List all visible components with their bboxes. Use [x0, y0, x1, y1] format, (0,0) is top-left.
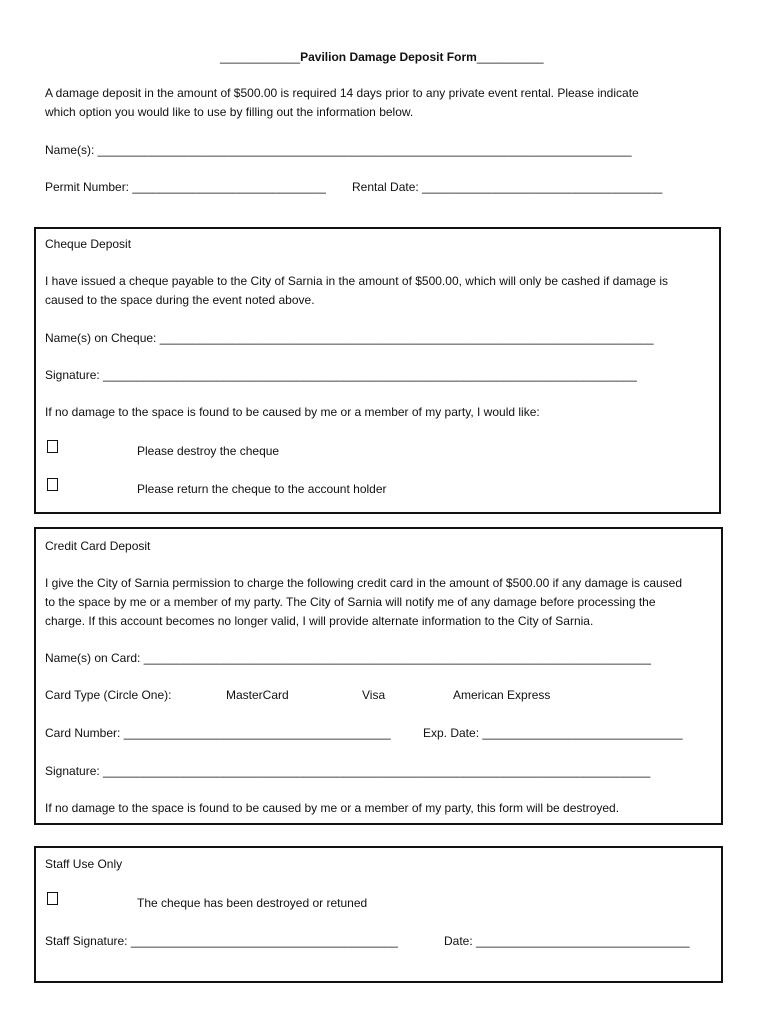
cheque-destroyed-checkbox[interactable] [47, 892, 58, 905]
cheque-signature-field[interactable]: Signature: ________________________________________________________________________________ [45, 368, 637, 382]
credit-text-line-2: to the space by me or a member of my party. The City of Sarnia will notify me of any damage before processing the [45, 595, 656, 609]
card-type-label: Card Type (Circle One): [45, 688, 172, 702]
cheque-question: If no damage to the space is found to be caused by me or a member of my party, I would like: [45, 405, 540, 419]
title-text: Pavilion Damage Deposit Form [300, 50, 477, 64]
intro-line-2: which option you would like to use by filling out the information below. [45, 105, 414, 119]
card-type-visa[interactable]: Visa [362, 688, 386, 702]
return-cheque-checkbox[interactable] [47, 478, 58, 491]
intro-line-1: A damage deposit in the amount of $500.00 is required 14 days prior to any private event rental. Please indicate [45, 86, 639, 100]
cheque-text-line-2: caused to the space during the event noted above. [45, 293, 315, 307]
credit-text-line-3: charge. If this account becomes no longer valid, I will provide alternate information to the City of Sarnia. [45, 614, 594, 628]
destroy-cheque-checkbox[interactable] [47, 440, 58, 453]
staff-heading: Staff Use Only [45, 857, 123, 871]
staff-date-field[interactable]: Date: ________________________________ [444, 934, 690, 948]
title-underline-lead: ____________ [220, 50, 301, 64]
credit-footer-note: If no damage to the space is found to be caused by me or a member of my party, this form will be destroyed. [45, 801, 620, 815]
return-cheque-label: Please return the cheque to the account holder [137, 482, 387, 496]
rental-date-field[interactable]: Rental Date: ____________________________________ [352, 180, 663, 194]
destroy-cheque-label: Please destroy the cheque [137, 444, 280, 458]
staff-use-section [34, 846, 723, 983]
card-names-field[interactable]: Name(s) on Card: ____________________________________________________________________________ [45, 651, 651, 665]
page-title [220, 50, 544, 64]
title-underline-trail: __________ [476, 50, 544, 64]
permit-number-field[interactable]: Permit Number: _____________________________ [45, 180, 326, 194]
cheque-names-field[interactable]: Name(s) on Cheque: __________________________________________________________________________ [45, 331, 654, 345]
credit-heading: Credit Card Deposit [45, 539, 151, 553]
staff-signature-field[interactable]: Staff Signature: ________________________________________ [45, 934, 398, 948]
credit-card-deposit-section [34, 527, 723, 825]
exp-date-field[interactable]: Exp. Date: ______________________________ [423, 726, 683, 740]
cheque-destroyed-label: The cheque has been destroyed or retuned [137, 896, 368, 910]
card-type-american-express[interactable]: American Express [453, 688, 551, 702]
credit-text-line-1: I give the City of Sarnia permission to charge the following credit card in the amount of $500.00 if any damage is caused [45, 576, 683, 590]
card-number-field[interactable]: Card Number: ________________________________________ [45, 726, 391, 740]
card-type-mastercard[interactable]: MasterCard [226, 688, 289, 702]
card-signature-field[interactable]: Signature: __________________________________________________________________________________ [45, 764, 651, 778]
names-field[interactable]: Name(s): ________________________________________________________________________________ [45, 143, 632, 157]
cheque-text-line-1: I have issued a cheque payable to the City of Sarnia in the amount of $500.00, which will only be cashed if damage is [45, 274, 669, 288]
cheque-heading: Cheque Deposit [45, 237, 132, 251]
